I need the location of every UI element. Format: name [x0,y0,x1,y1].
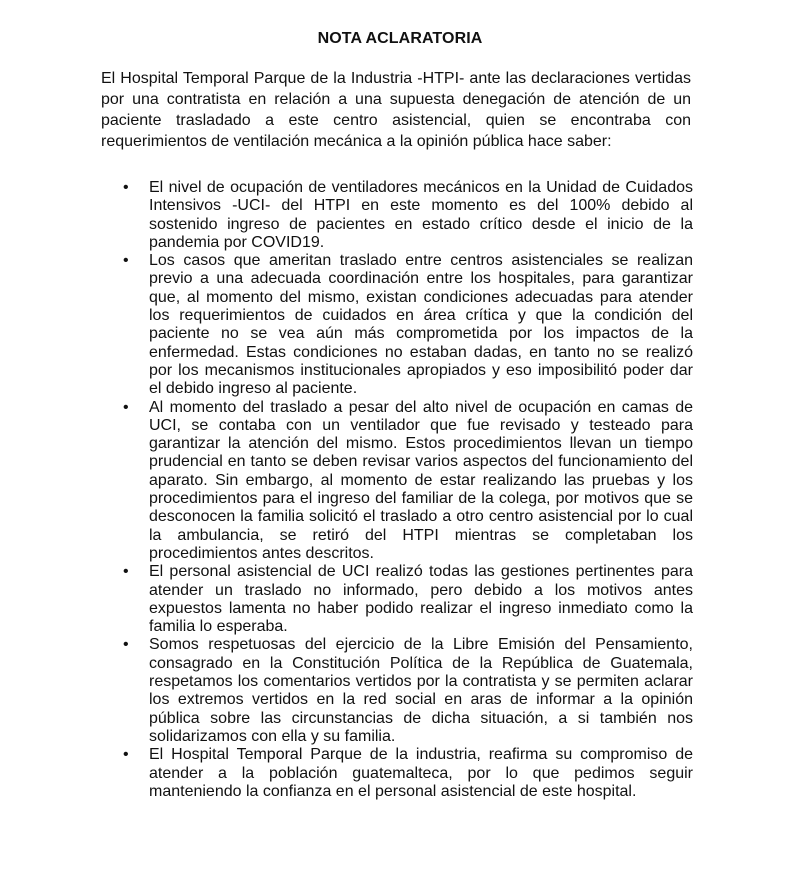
bullet-text: El Hospital Temporal Parque de la industria, reafirma su compromiso de atender a la población guatemalteca, por lo que pedimos seguir manteniendo la confianza en el personal asistencial de este hospital. [149,746,693,800]
bullet-item [121,179,693,252]
bullet-text: Al momento del traslado a pesar del alto nivel de ocupación en camas de UCI, se contaba con un ventilador que fue revisado y testeado para garantizar la atención del mismo. Estos procedimientos llevan un tiempo prudencial en tanto se deben revisar varios aspectos del funcionamiento del aparato. Sin embargo, al momento de estar realizando las pruebas y los procedimientos para el ingreso del familiar de la colega, por motivos que se desconocen la familia solicitó el traslado a otro centro asistencial por lo cual la ambulancia, se retiró del HTPI mientras se completaban los procedimientos antes descritos. [149,398,693,562]
bullet-icon: • [123,746,129,764]
bullet-item [121,399,693,564]
bullet-icon: • [123,252,129,270]
bullet-text: Los casos que ameritan traslado entre centros asistenciales se realizan previo a una adecuada coordinación entre los hospitales, para garantizar que, al momento del mismo, existan condiciones adecuadas para atender los requerimientos de cuidados en área crítica y que la condición del paciente no se vea aún más comprometida por los impactos de la enfermedad. Estas condiciones no estaban dadas, en tanto no se realizó por los mecanismos institucionales apropiados y eso imposibilitó poder dar el debido ingreso al paciente. [149,252,693,398]
bullet-text: El personal asistencial de UCI realizó todas las gestiones pertinentes para atender un traslado no informado, pero debido a los motivos antes expuestos lamenta no haber podido realizar el ingreso inmediato como la familia lo esperaba. [149,563,693,636]
bullet-item [121,636,693,746]
bullet-text: Somos respetuosas del ejercicio de la Libre Emisión del Pensamiento, consagrado en la Constitución Política de la República de Guatemala, respetamos los comentarios vertidos por la contratista y se permiten aclarar los extremos vertidos en la red social en aras de informar a la opinión pública sobre las circunstancias de dicha situación, a si también nos solidarizamos con ella y su familia. [149,636,693,745]
document-title: NOTA ACLARATORIA [317,30,483,47]
bullet-item [121,252,693,398]
bullet-text: El nivel de ocupación de ventiladores mecánicos en la Unidad de Cuidados Intensivos -UCI- del HTPI en este momento es del 100% debido al sostenido ingreso de pacientes en estado crítico desde el inicio de la pandemia por COVID19. [149,179,693,251]
bullet-item [121,563,693,636]
intro-paragraph: El Hospital Temporal Parque de la Industria -HTPI- ante las declaraciones vertidas por una contratista en relación a una supuesta denegación de atención de un paciente trasladado a este centro asistencial, quien se encontraba con requerimientos de ventilación mecánica a la opinión pública hace saber: [101,70,691,150]
bullet-icon: • [123,563,129,581]
bullet-list [121,179,693,801]
bullet-item [121,746,693,801]
bullet-icon: • [123,636,129,654]
bullet-icon: • [123,179,129,196]
bullet-icon: • [123,398,129,416]
